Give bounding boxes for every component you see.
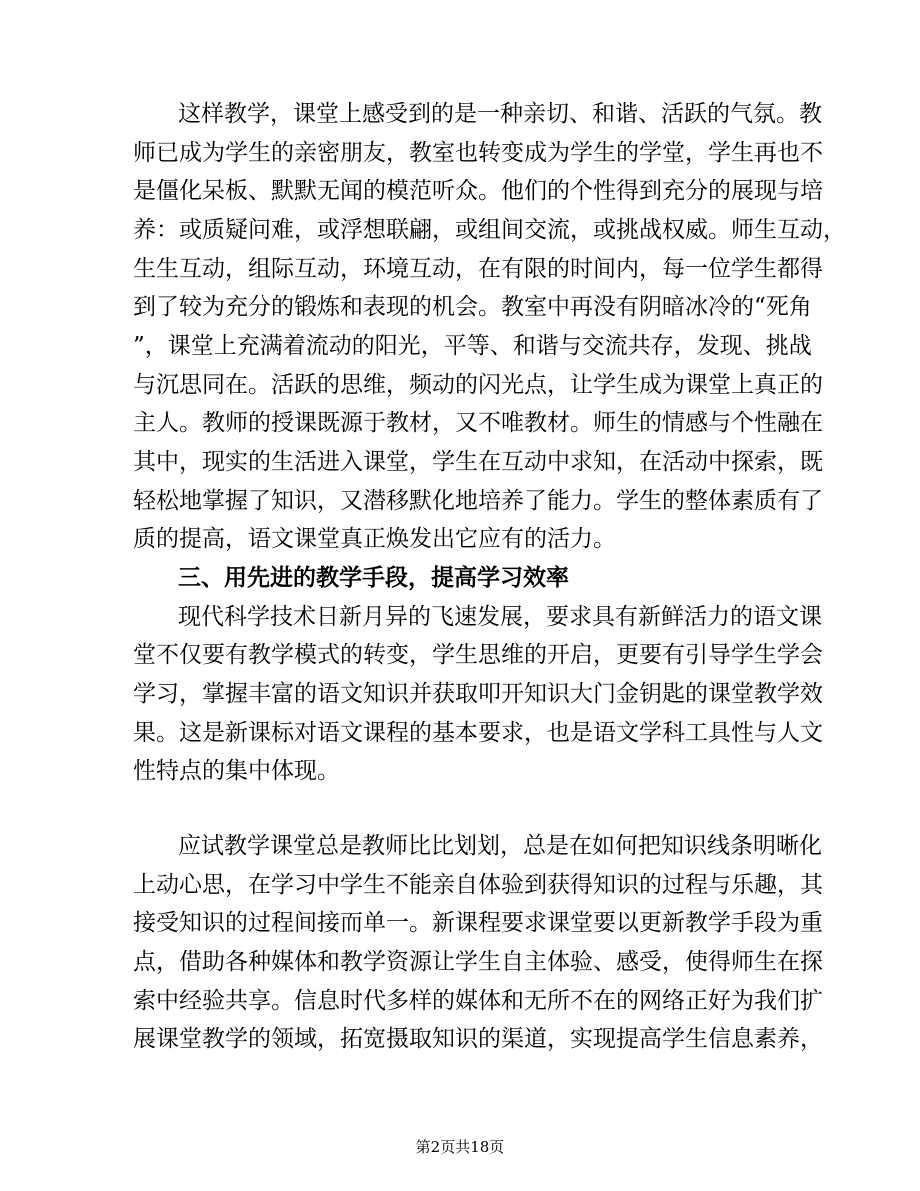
text-line: 索中经验共享。信息时代多样的媒体和无所不在的网络正好为我们扩 xyxy=(133,988,823,1014)
text-line: 其中，现实的生活进入课堂，学生在互动中求知，在活动中探索，既 xyxy=(133,449,823,475)
text-line: 堂不仅要有教学模式的转变，学生思维的开启，更要有引导学生学会 xyxy=(133,642,823,668)
text-line: 这样教学，课堂上感受到的是一种亲切、和谐、活跃的气氛。教 xyxy=(178,101,822,127)
text-line: 果。这是新课标对语文课程的基本要求，也是语文学科工具性与人文 xyxy=(133,720,823,746)
text-line: 质的提高，语文课堂真正焕发出它应有的活力。 xyxy=(133,526,616,552)
text-line: 现代科学技术日新月异的飞速发展，要求具有新鲜活力的语文课 xyxy=(178,604,822,630)
text-line: 上动心思，在学习中学生不能亲自体验到获得知识的过程与乐趣，其 xyxy=(133,872,823,898)
text-line: 养：或质疑问难，或浮想联翩，或组间交流，或挑战权威。师生互动， xyxy=(133,217,846,243)
text-line: 性特点的集中体现。 xyxy=(133,758,340,784)
text-line: 是僵化呆板、默默无闻的模范听众。他们的个性得到充分的展现与培 xyxy=(133,178,823,204)
text-line: 应试教学课堂总是教师比比划划，总是在如何把知识线条明晰化 xyxy=(178,833,822,859)
text-line: 到了较为充分的锻炼和表现的机会。教室中再没有阴暗冰冷的“死角 xyxy=(133,294,812,320)
text-line: 学习，掌握丰富的语文知识并获取叩开知识大门金钥匙的课堂教学效 xyxy=(133,681,823,707)
text-line: 点，借助各种媒体和教学资源让学生自主体验、感受，使得师生在探 xyxy=(133,949,823,975)
page-number: 第2页共18页 xyxy=(415,1138,505,1156)
text-line: 轻松地掌握了知识，又潜移默化地培养了能力。学生的整体素质有了 xyxy=(133,488,823,514)
text-line: 展课堂教学的领域，拓宽摄取知识的渠道，实现提高学生信息素养， xyxy=(133,1026,823,1052)
section-heading: 三、用先进的教学手段，提高学习效率 xyxy=(178,564,569,591)
text-line: 接受知识的过程间接而单一。新课程要求课堂要以更新教学手段为重 xyxy=(133,910,823,936)
text-line: ”，课堂上充满着流动的阳光，平等、和谐与交流共存，发现、挑战 xyxy=(133,333,812,359)
text-line: 师已成为学生的亲密朋友，教室也转变成为学生的学堂，学生再也不 xyxy=(133,140,823,166)
text-line: 生生互动，组际互动，环境互动，在有限的时间内，每一位学生都得 xyxy=(133,256,823,282)
text-line: 主人。教师的授课既源于教材，又不唯教材。师生的情感与个性融在 xyxy=(133,410,823,436)
text-line: 与沉思同在。活跃的思维，频动的闪光点，让学生成为课堂上真正的 xyxy=(133,372,823,398)
